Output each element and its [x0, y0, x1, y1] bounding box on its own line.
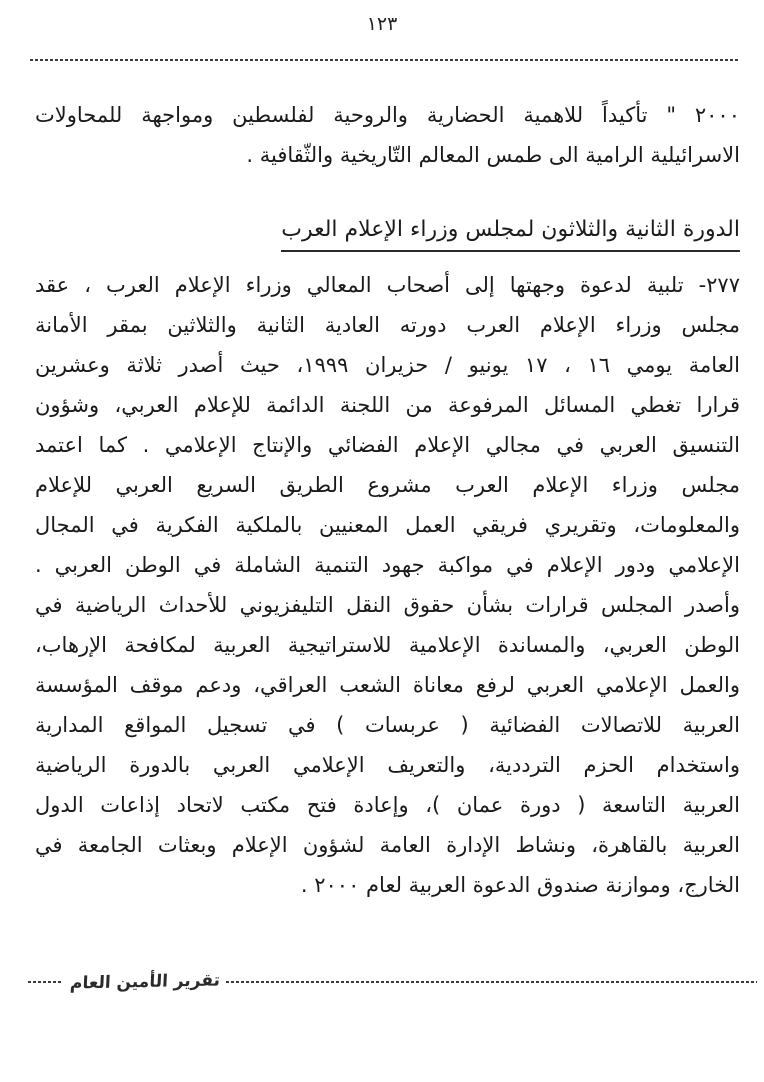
text-line: العربية للاتصالات الفضائية ( عربسات ) في تسجيل المواقع المدارية	[35, 713, 740, 737]
text-line: الوطن العربي، والمساندة الإعلامية للاستراتيجية العربية لمكافحة الإرهاب،	[35, 633, 740, 657]
text-line: التنسيق العربي في مجالي الإعلام الفضائي والإنتاج الإعلامي . كما اعتمد	[35, 433, 740, 457]
intro-paragraph	[35, 95, 740, 175]
text-line: واستخدام الحزم الترددية، والتعريف الإعلامي العربي بالدورة الرياضية	[35, 753, 740, 777]
text-line: الاسرائيلية الرامية الى طمس المعالم التّاريخية والثّقافية .	[246, 143, 740, 167]
text-line: الخارج، وموازنة صندوق الدعوة العربية لعام ٢٠٠٠ .	[300, 873, 740, 897]
text-line: قرارا تغطي المسائل المرفوعة من اللجنة الدائمة للإعلام العربي، وشؤون	[35, 393, 740, 417]
section-heading-wrap	[35, 215, 740, 252]
text-line: مجلس وزراء الإعلام العرب دورته العادية الثانية والثلاثين بمقر الأمانة	[35, 313, 740, 337]
page-number: ١٢٣	[366, 13, 398, 35]
text-line: مجلس وزراء الإعلام العرب مشروع الطريق السريع العربي للإعلام	[35, 473, 740, 497]
text-line: الإعلامي ودور الإعلام في مواكبة جهود التنمية الشاملة في الوطن العربي .	[35, 553, 740, 577]
text-line: ٢٠٠٠ " تأكيداً للاهمية الحضارية والروحية لفلسطين ومواجهة للمحاولات	[35, 103, 740, 127]
page-footer	[0, 972, 764, 992]
text-line: ٢٧٧- تلبية لدعوة وجهتها إلى أصحاب المعالي وزراء الإعلام العرب ، عقد	[35, 273, 740, 297]
main-paragraph	[35, 265, 740, 905]
text-line: العامة يومي ١٦ ، ١٧ يونيو / حزيران ١٩٩٩، حيث أصدر ثلاثة وعشرين	[35, 353, 740, 377]
text-line: وأصدر المجلس قرارات بشأن حقوق النقل التليفزيوني للأحداث الرياضية في	[35, 593, 740, 617]
text-line: العربية بالقاهرة، ونشاط الإدارة العامة لشؤون الإعلام وبعثات الجامعة في	[35, 833, 740, 857]
footer-right-rule	[226, 981, 757, 983]
text-line: والعمل الإعلامي العربي لرفع معاناة الشعب العراقي، ودعم موقف المؤسسة	[35, 673, 740, 697]
text-line: والمعلومات، وتقريري فريقي العمل المعنيين بالملكية الفكرية في المجال	[35, 513, 740, 537]
header-divider-rule	[30, 59, 738, 61]
footer-signature-text: تقرير الأمين العام	[69, 970, 221, 994]
page-body	[0, 95, 764, 905]
footer-left-rule	[28, 981, 62, 983]
text-line: العربية التاسعة ( دورة عمان )، وإعادة فتح مكتب لاتحاد إذاعات الدول	[35, 793, 740, 817]
section-heading: الدورة الثانية والثلاثون لمجلس وزراء الإعلام العرب	[281, 215, 740, 252]
